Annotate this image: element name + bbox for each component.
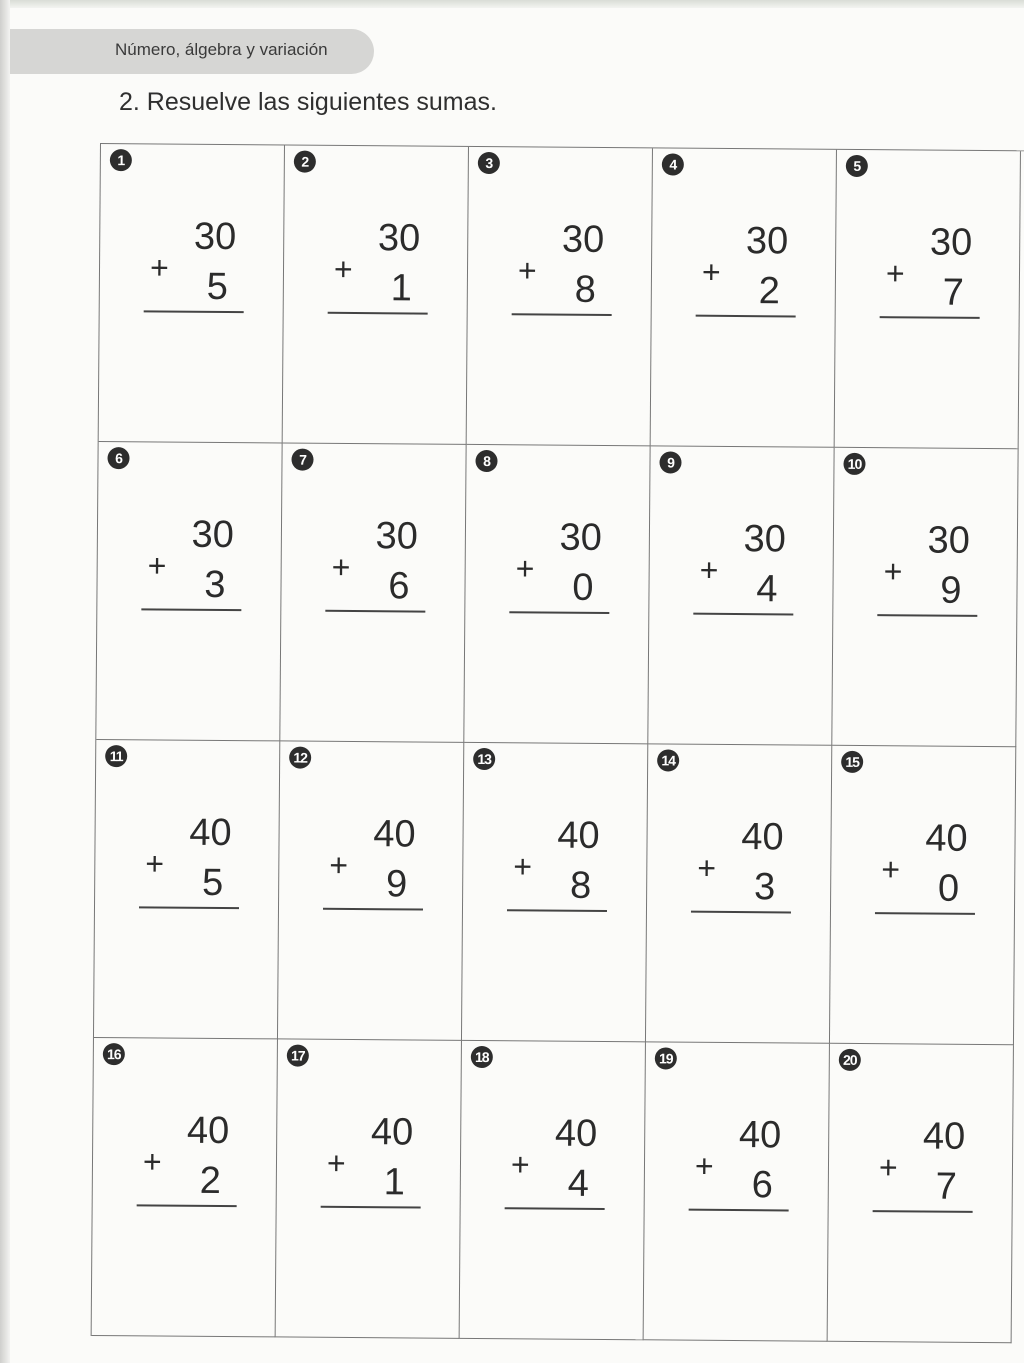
exercise-cell <box>280 443 466 742</box>
answer-line[interactable] <box>875 912 975 915</box>
exercise-cell <box>646 744 832 1043</box>
exercise-cell <box>467 147 653 446</box>
first-addend: 30 <box>559 516 603 559</box>
plus-sign: + <box>326 1144 346 1181</box>
first-addend: 40 <box>370 1111 414 1154</box>
plus-sign: + <box>145 845 165 882</box>
exercise-number-badge: 1 <box>110 149 132 171</box>
second-addend: 8 <box>569 864 592 907</box>
second-addend: 2 <box>758 270 781 313</box>
exercise-grid <box>91 143 1024 1343</box>
answer-line[interactable] <box>877 614 977 617</box>
exercise-cell <box>460 1041 646 1340</box>
second-addend: 3 <box>204 563 226 606</box>
first-addend: 40 <box>738 1114 782 1157</box>
exercise-number-badge: 2 <box>294 151 316 173</box>
exercise-cell <box>94 740 280 1039</box>
first-addend: 30 <box>377 217 421 260</box>
exercise-number-badge: 9 <box>659 451 681 473</box>
first-addend: 40 <box>741 816 784 859</box>
answer-line[interactable] <box>696 315 796 318</box>
answer-line[interactable] <box>144 310 244 313</box>
answer-line[interactable] <box>693 613 793 616</box>
plus-sign: + <box>883 553 903 590</box>
answer-line[interactable] <box>137 1204 237 1207</box>
first-addend: 40 <box>373 813 416 856</box>
exercise-number-badge: 13 <box>473 748 495 770</box>
second-addend: 9 <box>385 863 408 906</box>
plus-sign: + <box>510 1146 530 1183</box>
page-left-edge <box>0 0 10 1363</box>
exercise-number-badge: 3 <box>478 152 500 174</box>
exercise-cell <box>278 741 464 1040</box>
plus-sign: + <box>142 1143 162 1180</box>
second-addend: 8 <box>574 268 597 311</box>
exercise-number-badge: 16 <box>103 1043 125 1065</box>
second-addend: 9 <box>940 569 962 612</box>
first-addend: 40 <box>925 817 968 860</box>
first-addend: 40 <box>554 1112 598 1155</box>
plus-sign: + <box>694 1147 714 1184</box>
exercise-number-badge: 4 <box>662 153 684 175</box>
exercise-number-badge: 7 <box>291 449 313 471</box>
exercise-cell <box>462 743 648 1042</box>
answer-line[interactable] <box>325 610 425 613</box>
answer-line[interactable] <box>321 1206 421 1209</box>
exercise-number-badge: 12 <box>289 747 311 769</box>
answer-line[interactable] <box>689 1209 789 1212</box>
plus-sign: + <box>701 253 721 290</box>
exercise-cell <box>832 448 1018 747</box>
exercise-cell <box>276 1039 462 1338</box>
second-addend: 0 <box>572 566 594 609</box>
first-addend: 30 <box>927 519 971 562</box>
exercise-cell <box>648 446 834 745</box>
plus-sign: + <box>699 551 719 588</box>
plus-sign: + <box>331 548 351 585</box>
section-tab <box>10 29 374 74</box>
first-addend: 40 <box>186 1109 230 1153</box>
plus-sign: + <box>517 252 537 289</box>
second-addend: 3 <box>753 866 776 909</box>
answer-line[interactable] <box>880 316 980 319</box>
plus-sign: + <box>333 250 353 287</box>
plus-sign: + <box>697 849 717 886</box>
second-addend: 1 <box>390 267 413 310</box>
answer-line[interactable] <box>507 909 607 912</box>
answer-line[interactable] <box>691 911 791 914</box>
answer-line[interactable] <box>323 908 423 911</box>
plus-sign: + <box>878 1149 898 1186</box>
second-addend: 1 <box>383 1161 406 1204</box>
second-addend: 6 <box>388 565 410 608</box>
exercise-number-badge: 10 <box>843 453 865 475</box>
second-addend: 7 <box>942 271 965 314</box>
answer-line[interactable] <box>509 611 609 614</box>
exercise-cell <box>96 442 282 741</box>
first-addend: 40 <box>189 811 232 855</box>
exercise-cell <box>283 145 469 444</box>
first-addend: 30 <box>375 515 419 558</box>
second-addend: 6 <box>751 1164 773 1207</box>
second-addend: 0 <box>937 867 960 910</box>
exercise-cell <box>644 1042 830 1341</box>
answer-line[interactable] <box>512 313 612 316</box>
exercise-cell <box>835 150 1021 449</box>
plus-sign: + <box>329 846 349 883</box>
plus-sign: + <box>881 851 901 888</box>
answer-line[interactable] <box>141 608 241 611</box>
first-addend: 40 <box>922 1115 966 1158</box>
first-addend: 30 <box>561 218 605 261</box>
first-addend: 30 <box>191 513 235 557</box>
exercise-cell <box>99 144 285 443</box>
exercise-number-badge: 11 <box>105 745 127 767</box>
exercise-number-badge: 19 <box>655 1047 677 1069</box>
exercise-cell <box>464 445 650 744</box>
answer-line[interactable] <box>139 906 239 909</box>
exercise-number-badge: 5 <box>846 155 868 177</box>
exercise-number-badge: 18 <box>471 1046 493 1068</box>
exercise-number-badge: 14 <box>657 749 679 771</box>
answer-line[interactable] <box>328 312 428 315</box>
exercise-number-badge: 17 <box>287 1044 309 1066</box>
plus-sign: + <box>513 848 533 885</box>
second-addend: 5 <box>206 265 229 309</box>
second-addend: 2 <box>199 1159 222 1202</box>
answer-line[interactable] <box>505 1207 605 1210</box>
second-addend: 4 <box>567 1162 590 1205</box>
plus-sign: + <box>149 249 169 286</box>
first-addend: 40 <box>557 814 600 857</box>
plus-sign: + <box>147 547 167 584</box>
exercise-cell <box>830 746 1016 1045</box>
first-addend: 30 <box>193 215 237 259</box>
section-label: Número, álgebra y variación <box>115 40 328 59</box>
second-addend: 5 <box>201 861 224 904</box>
page-top-edge <box>0 0 1024 8</box>
first-addend: 30 <box>929 221 973 264</box>
first-addend: 30 <box>745 220 789 263</box>
exercise-number-badge: 6 <box>107 447 129 469</box>
exercise-number-badge: 15 <box>841 751 863 773</box>
exercise-cell <box>828 1044 1014 1343</box>
plus-sign: + <box>885 255 905 292</box>
answer-line[interactable] <box>873 1210 973 1213</box>
first-addend: 30 <box>743 518 787 561</box>
instruction-text: 2. Resuelve las siguientes sumas. <box>119 88 497 116</box>
exercise-number-badge: 8 <box>475 450 497 472</box>
exercise-cell <box>651 148 837 447</box>
exercise-number-badge: 20 <box>839 1049 861 1071</box>
second-addend: 4 <box>756 568 778 611</box>
second-addend: 7 <box>935 1165 957 1208</box>
exercise-cell <box>92 1038 278 1337</box>
plus-sign: + <box>515 550 535 587</box>
